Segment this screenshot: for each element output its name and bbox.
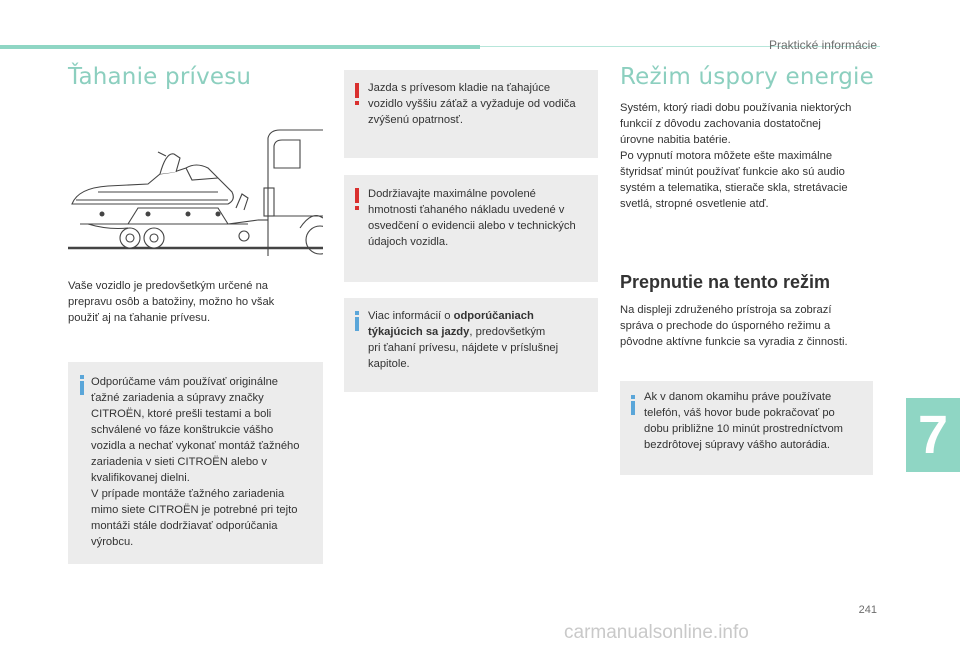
info-icon <box>78 375 92 395</box>
switching-mode-subtitle: Prepnutie na tento režim <box>620 272 831 292</box>
chapter-tab: 7 <box>906 398 960 472</box>
driving-info-prefix: Viac informácií o <box>368 310 454 322</box>
driving-info-link-text: odporúčaniach týkajúcich sa jazdy <box>368 310 534 338</box>
driving-info-suffix: , predovšetkým pri ťahaní prívesu, nájdete v príslušnej kapitole. <box>368 326 559 370</box>
towing-intro: Vaše vozidlo je predovšetkým určené na prepravu osôb a batožiny, možno ho však použiť aj na ťahanie prívesu. <box>68 280 275 324</box>
section-title: Praktické informácie <box>768 38 877 52</box>
warning-box-load <box>344 70 598 158</box>
trailer-jetski-illustration <box>68 128 323 256</box>
energy-saving-intro: Systém, ktorý riadi dobu používania niektorých funkcií z dôvodu zachovania dostatočnej úrovne nabitia batérie. Po vypnutí motora môžete ešte maximálne štyridsať minút používať funkcie ako sú audio systém a telematika, stierače skla, stretávacie svetlá, stropné osvetlenie atď. <box>620 102 852 210</box>
towing-title: Ťahanie prívesu <box>68 64 252 90</box>
warning-box-weights <box>344 175 598 282</box>
driving-info-box <box>344 298 598 392</box>
switching-mode-text: Na displeji združeného prístroja sa zobrazí správa o prechode do úsporného režimu a pôvodne aktívne funkcie sa vyradia z činnosti. <box>620 304 848 348</box>
page-number: 241 <box>858 604 877 616</box>
energy-saving-title: Režim úspory energie <box>620 64 874 90</box>
info-icon <box>353 311 367 331</box>
warning-load-text: Jazda s prívesom kladie na ťahajúce vozidlo vyššiu záťaž a vyžaduje od vodiča zvýšenú opatrnosť. <box>368 82 576 126</box>
towing-info-text: Odporúčame vám používať originálne ťažné zariadenia a súpravy značky CITROËN, ktoré prešli testami a boli schválené vo fáze konštrukcie vášho vozidla a nechať vykonať montáž ťažného zariadenia v sieti CITROËN alebo v kvalifikovanej dielni. V prípade montáže ťažného zariadenia mimo siete CITROËN je potrebné pri tejto montáži stále dodržiavať odporúčania výrobcu. <box>91 376 300 548</box>
warning-icon <box>353 83 361 105</box>
driving-info-text <box>368 308 596 372</box>
towing-info-box <box>68 362 323 564</box>
warning-icon <box>353 188 361 210</box>
phone-info-text: Ak v danom okamihu práve používate telefón, váš hovor bude pokračovať po dobu približne 10 minút prostredníctvom bezdrôtovej súpravy vášho autorádia. <box>644 391 843 451</box>
info-icon <box>629 395 643 415</box>
watermark: carmanualsonline.info <box>564 622 749 643</box>
warning-weights-text: Dodržiavajte maximálne povolené hmotnosti ťahaného nákladu uvedené v osvedčení o evidencii alebo v technických údajoch vozidla. <box>368 188 576 248</box>
phone-info-box <box>620 381 873 475</box>
header-accent-bar <box>0 45 480 49</box>
